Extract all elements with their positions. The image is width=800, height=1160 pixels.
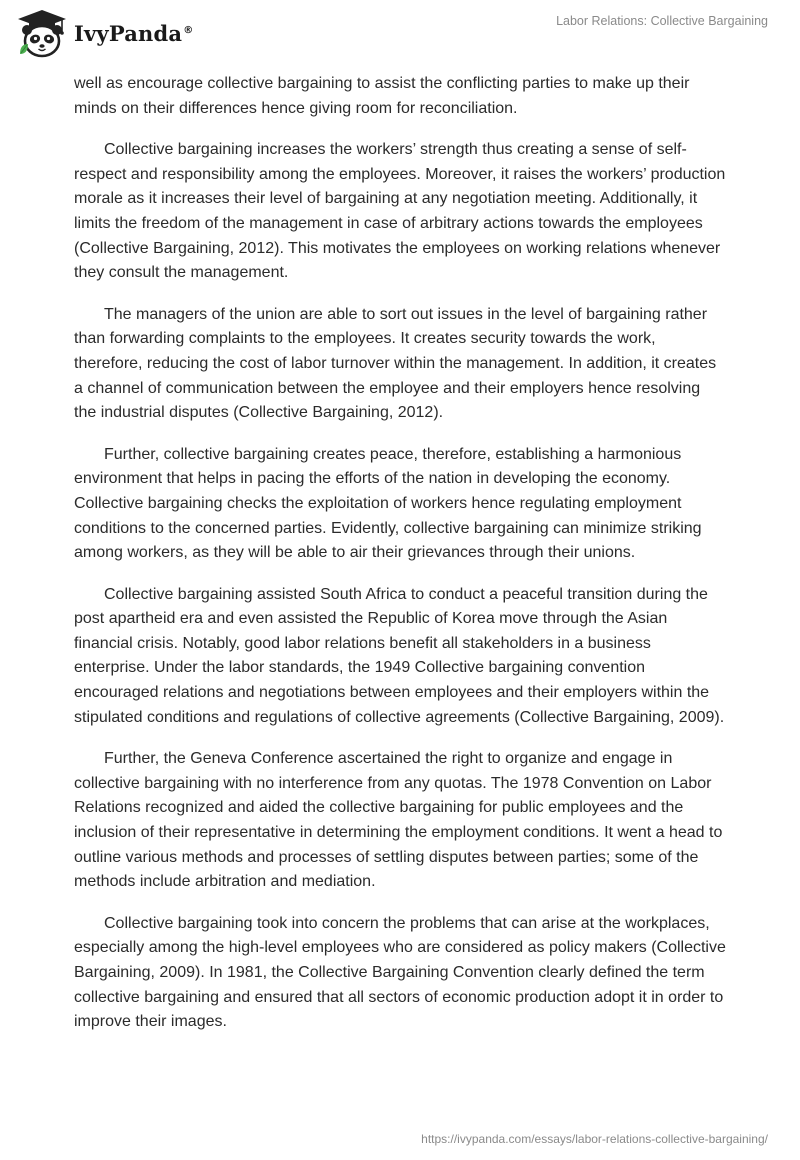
source-url-link[interactable]: https://ivypanda.com/essays/labor-relations-collective-bargaining/ xyxy=(421,1132,768,1146)
registered-mark: ® xyxy=(183,24,194,36)
document-title: Labor Relations: Collective Bargaining xyxy=(556,14,768,28)
essay-body xyxy=(74,72,726,1052)
brand-name: IvyPanda® xyxy=(74,20,194,46)
paragraph-5: Collective bargaining assisted South Africa to conduct a peaceful transition during the post apartheid era and even assisted the Republic of Korea move through the Asian financial crisis. Notably, good labor relations benefit all stakeholders in a business enterprise. Under the labor standards, the 1949 Collective bargaining convention encouraged relations and negotiations between employees and their employers within the stipulated conditions and regulations of collective agreements (Collective Bargaining, 2009). xyxy=(74,585,725,726)
ivypanda-logo[interactable] xyxy=(14,8,193,60)
paragraph-4: Further, collective bargaining creates peace, therefore, establishing a harmonious environment that helps in pacing the efforts of the nation in developing the economy. Collective bargaining checks the exploitation of workers hence regulating employment conditions to the concerned parties. Evidently, collective bargaining can minimize striking among workers, as they will be able to air their grievances through their unions. xyxy=(74,445,702,562)
panda-graduate-icon xyxy=(14,8,70,60)
paragraph-3: The managers of the union are able to sort out issues in the level of bargaining rather than forwarding complaints to the employees. It creates security towards the work, therefore, reducing the cost of labor turnover within the management. In addition, it creates a channel of communication between the employee and their employers hence resolving the industrial disputes (Collective Bargaining, 2012). xyxy=(74,305,717,422)
paragraph-2: Collective bargaining increases the workers’ strength thus creating a sense of self-respect and responsibility among the employees. Moreover, it raises the workers’ production morale as it increases their level of bargaining at any negotiation meeting. Additionally, it limits the freedom of the management in case of arbitrary actions towards the employees (Collective Bargaining, 2012). This motivates the employees on working relations whenever they consult the management. xyxy=(74,141,726,282)
paragraph-6: Further, the Geneva Conference ascertained the right to organize and engage in collective bargaining with no interference from any quotas. The 1978 Convention on Labor Relations recognized and aided the collective bargaining for public employees and the inclusion of their representative in determining the employment conditions. It went a head to outline various methods and processes of settling disputes between parties; some of the methods include arbitration and mediation. xyxy=(74,750,723,891)
paragraph-1: well as encourage collective bargaining to assist the conflicting parties to make up their minds on their differences hence giving room for reconciliation. xyxy=(74,75,690,117)
paragraph-7: Collective bargaining took into concern the problems that can arise at the workplaces, especially among the high-level employees who are considered as policy makers (Collective Bargaining, 2009). In 1981, the Collective Bargaining Convention clearly defined the term collective bargaining and ensured that all sectors of economic production adopt it in order to improve their images. xyxy=(74,914,726,1031)
page-header xyxy=(0,0,800,70)
